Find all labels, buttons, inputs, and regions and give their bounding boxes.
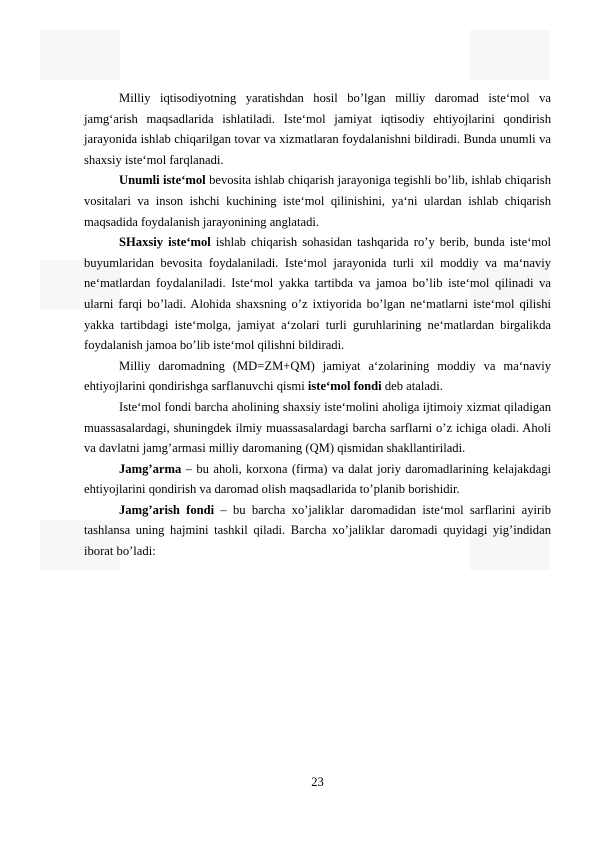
term-shaxsiy-istemol: SHaxsiy iste‘mol [119,235,211,250]
document-body [84,88,551,562]
term-istemol-fondi: iste‘mol fondi [307,379,382,394]
paragraph-6: Jamg’arma – bu aholi, korxona (firma) va dalat joriy daromadlarining kelajakdagi ehtiyojlarini qondirish va daromad olish maqsadlarida to’planib borishidir. [84,461,551,497]
paragraph-7: Jamg’arish fondi – bu barcha xo’jaliklar daromadidan iste‘mol sarflarini ayirib tashlansa uning hajmini tashkil qiladi. Barcha xo’jaliklar daromadi quyidagi yig’indidan iborat bo’ladi: [84,502,552,559]
paragraph-3: SHaxsiy iste‘mol ishlab chiqarish sohasidan tashqarida ro’y berib, bunda iste‘mol buyumlaridan bevosita foydalaniladi. Iste‘mol jarayonida turli xil moddiy va ma‘naviy ne‘matlardan foydalaniladi. Iste‘mol yakka tartibda va jamoa bo’lib iste‘mol qilinadi va ularni farqi bo’ladi. Alohida shaxsning o’z ixtiyorida bo’lgan ne‘matlarni iste‘mol qilishi yakka tartibdagi iste‘molga, jamiyat a‘zolari turli guruhlarining ne‘matlardan birgalikda foydalanish jamoa bo’lib iste‘mol qilishni bildiradi. [84,235,551,353]
term-jamgarma: Jamg’arma [119,461,182,476]
term-jamgarish-fondi: Jamg’arish fondi [119,502,215,517]
term-unumli-istemol: Unumli iste‘mol [119,173,206,188]
paragraph-1: Milliy iqtisodiyotning yaratishdan hosil bo’lgan milliy daromad iste‘mol va jamg‘arish maqsadlarida ishlatiladi. Iste‘mol jamiyat iqtisodiy ehtiyojlarini qondirish jarayonida ishlab chiqarilgan tovar va xizmatlaran foydalanishni bildiradi. Bunda unumli va shaxsiy iste‘mol farqlanadi. [84,91,551,167]
page-number: 23 [311,775,324,789]
paragraph-2: Unumli iste‘mol bevosita ishlab chiqarish jarayoniga tegishli bo’lib, ishlab chiqarish vositalari va inson ishchi kuchining iste‘mol qilinishini, ya‘ni ulardan ishlab chiqarish maqsadida foydalanish jarayonining anglatadi. [84,173,552,229]
paragraph-5: Iste‘mol fondi barcha aholining shaxsiy iste‘molini aholiga ijtimoiy xizmat qiladigan muassasalardagi, shuningdek ilmiy muassasalardagi barcha sarflarni o’z ichiga oladi. Aholi va davlatni jamg’armasi milliy daromaning (QM) qismidan shakllantiriladi. [84,399,551,456]
paragraph-4: Milliy daromadning (MD=ZM+QM) jamiyat a‘zolarining moddiy va ma‘naviy ehtiyojlarini qondirishga sarflanuvchi qismi iste‘mol fondi deb ataladi. [84,358,551,394]
